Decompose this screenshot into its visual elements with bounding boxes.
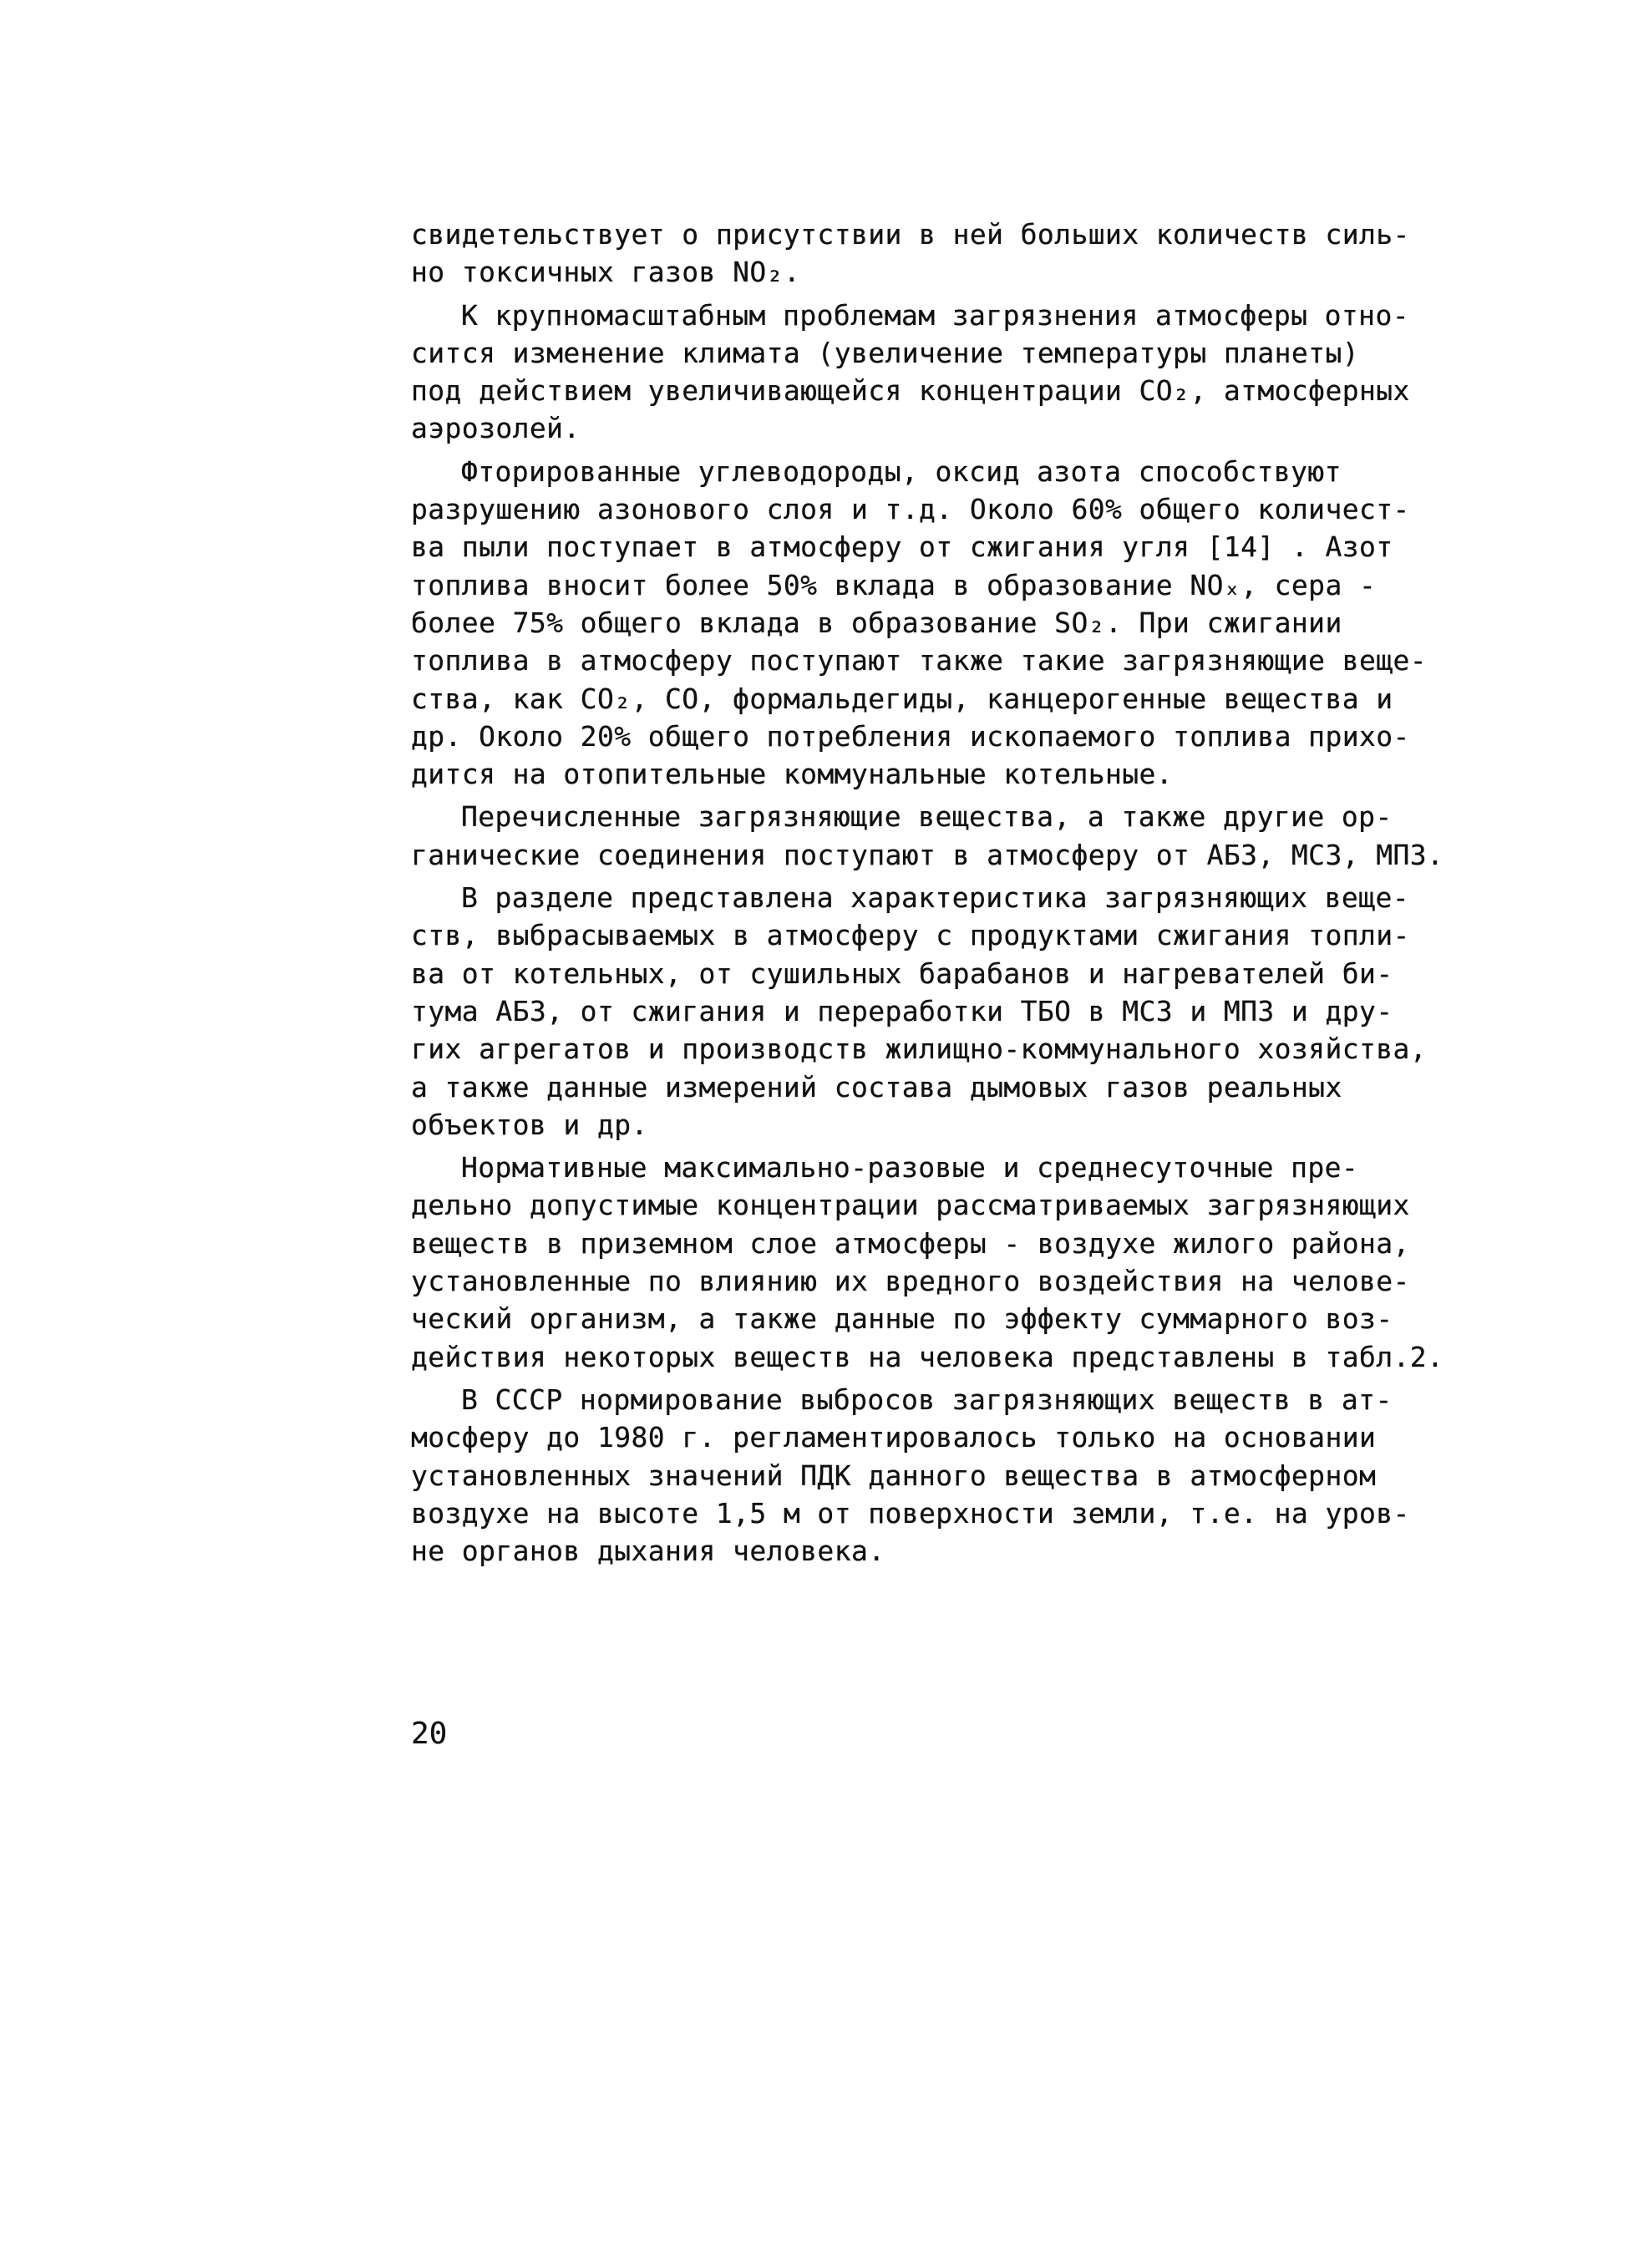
text-line: а также данные измерений состава дымовых газов реальных <box>411 1070 1342 1104</box>
text-line: Нормативные максимально-разовые и среднесуточные пре- <box>461 1151 1359 1185</box>
text-line: В СССР нормирование выбросов загрязняющих веществ в ат- <box>461 1383 1393 1416</box>
text-line: разрушению азонового слоя и т.д. Около 60% общего количест- <box>411 493 1410 526</box>
paragraph-6 <box>411 1149 1459 1376</box>
paragraph-1 <box>411 216 1459 292</box>
text-line: топлива вносит более 50% вклада в образование NOₓ, сера - <box>411 568 1377 601</box>
paragraph-5 <box>411 879 1459 1144</box>
text-line: тума АБЗ, от сжигания и переработки ТБО в МСЗ и МПЗ и дру- <box>411 994 1393 1027</box>
text-line: более 75% общего вклада в образование SO₂. При сжигании <box>411 606 1342 639</box>
text-line: ва от котельных, от сушильных барабанов и нагревателей би- <box>411 956 1393 990</box>
text-line: др. Около 20% общего потребления ископаемого топлива прихо- <box>411 719 1410 753</box>
text-line: ческий организм, а также данные по эффекту суммарного воз- <box>411 1302 1393 1336</box>
text-line: но токсичных газов NO₂. <box>411 256 801 289</box>
page-number: 20 <box>411 1717 448 1751</box>
text-line: мосферу до 1980 г. регламентировалось только на основании <box>411 1421 1377 1454</box>
text-line: В разделе представлена характеристика загрязняющих веще- <box>461 881 1409 915</box>
paragraph-7 <box>411 1381 1459 1570</box>
body-text <box>411 216 1459 1575</box>
text-line: ств, выбрасываемых в атмосферу с продуктами сжигания топли- <box>411 919 1410 952</box>
text-line: К крупномасштабным проблемам загрязнения атмосферы отно- <box>461 298 1409 332</box>
text-line: дится на отопительные коммунальные котельные. <box>411 758 1174 791</box>
text-line: свидетельствует о присутствии в ней больших количеств силь- <box>411 218 1410 251</box>
text-line: сится изменение климата (увеличение температуры планеты) <box>411 336 1359 369</box>
text-line: ства, как CO₂, CO, формальдегиды, канцерогенные вещества и <box>411 682 1393 715</box>
paragraph-2 <box>411 297 1459 448</box>
text-line: установленных значений ПДК данного вещества в атмосферном <box>411 1459 1377 1492</box>
text-line: воздухе на высоте 1,5 м от поверхности земли, т.е. на уров- <box>411 1496 1410 1530</box>
text-line: установленные по влиянию их вредного воздействия на челове- <box>411 1265 1410 1298</box>
text-line: Фторированные углеводороды, оксид азота способствуют <box>461 454 1342 488</box>
text-line: ва пыли поступает в атмосферу от сжигания угля [14] . Азот <box>411 530 1393 564</box>
text-line: объектов и др. <box>411 1108 648 1141</box>
paragraph-4 <box>411 798 1459 874</box>
text-line: дельно допустимые концентрации рассматриваемых загрязняющих <box>411 1189 1410 1222</box>
text-line: ганические соединения поступают в атмосферу от АБЗ, МСЗ, МПЗ. <box>411 838 1444 871</box>
text-line: топлива в атмосферу поступают также такие загрязняющие веще- <box>411 644 1428 677</box>
paragraph-3 <box>411 453 1459 794</box>
text-line: веществ в приземном слое атмосферы - воздухе жилого района, <box>411 1226 1410 1260</box>
text-line: под действием увеличивающейся концентрации CO₂, атмосферных <box>411 374 1410 408</box>
text-line: гих агрегатов и производств жилищно-коммунального хозяйства, <box>411 1033 1428 1066</box>
text-line: аэрозолей. <box>411 412 581 445</box>
text-line: Перечисленные загрязняющие вещества, а также другие ор- <box>461 800 1393 834</box>
text-line: действия некоторых веществ на человека представлены в табл.2. <box>411 1340 1444 1373</box>
text-line: не органов дыхания человека. <box>411 1535 885 1568</box>
